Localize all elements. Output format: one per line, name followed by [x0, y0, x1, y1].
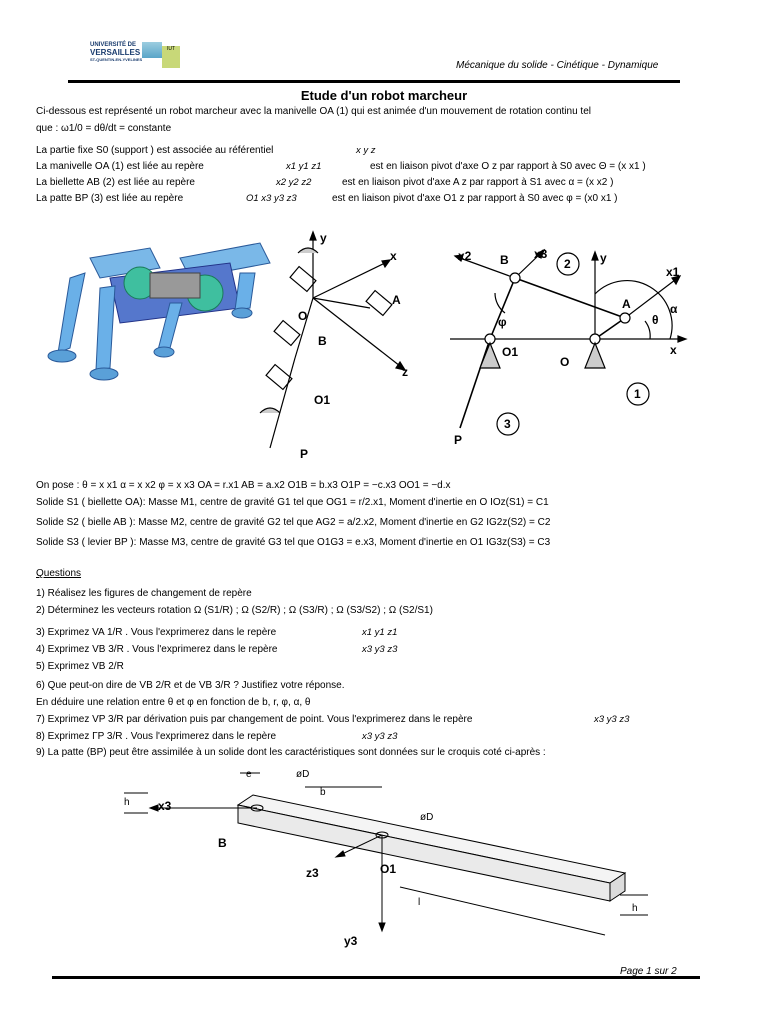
- part-line: La manivelle OA (1) est liée au repère: [36, 161, 204, 172]
- kinematic-schematic: [260, 232, 405, 448]
- part-relation: est en liaison pivot d'axe A z par rapport à S1 avec α = (x x2 ): [342, 177, 614, 188]
- fig-label: x3: [534, 247, 548, 261]
- planar-diagram: [450, 250, 686, 435]
- logo-sky-icon: [142, 42, 162, 58]
- fig-label: φ: [498, 315, 507, 329]
- part-line: La patte BP (3) est liée au repère: [36, 193, 184, 204]
- fig-label: B: [500, 253, 509, 267]
- part-relation: est en liaison pivot d'axe O z par rapport à S0 avec Θ = (x x1 ): [370, 161, 646, 172]
- fig-label: B: [318, 334, 327, 348]
- solid-line: Solide S2 ( bielle AB ): Masse M2, centre de gravité G2 tel que AG2 = a/2.x2, Moment d'inertie en G2 IG2z(S2) = C2: [36, 517, 551, 528]
- logo-iut-text: IUT: [166, 46, 176, 52]
- question-basis: x3 y3 z3: [362, 731, 398, 742]
- page-number: Page 1 sur 2: [620, 966, 677, 977]
- fig-label: O: [298, 309, 308, 323]
- top-rule: [68, 80, 680, 83]
- leg-bar-drawing: [100, 765, 660, 955]
- bar-label: z3: [306, 866, 319, 880]
- solid-line: Solide S3 ( levier BP ): Masse M3, centre de gravité G3 tel que O1G3 = e.x3, Moment d'inertie en O1 IG3z(S3) = C3: [36, 537, 551, 548]
- question-item: En déduire une relation entre θ et φ en fonction de b, r, φ, α, θ: [36, 697, 311, 708]
- bottom-rule: [52, 976, 700, 979]
- fig-label: P: [300, 447, 309, 461]
- intro-line: que : ω1/0 = dθ/dt = constante: [36, 123, 172, 134]
- bar-label: øD: [420, 812, 434, 823]
- fig-label: α: [670, 302, 678, 316]
- part-text: La partie fixe S0 (support ) est associée au référentiel: [36, 145, 274, 156]
- fig-label: A: [622, 297, 631, 311]
- part-line: [36, 145, 273, 156]
- fig-label: y: [320, 231, 327, 245]
- bar-label: l: [418, 897, 421, 908]
- fig-label: O1: [314, 393, 331, 407]
- fig-label: θ: [652, 313, 659, 327]
- logo-text: UNIVERSITÉ DE: [90, 42, 137, 48]
- question-basis: x3 y3 z3: [594, 714, 630, 725]
- fig-label: 1: [634, 387, 641, 401]
- intro-line: Ci-dessous est représenté un robot marcheur avec la manivelle OA (1) qui est animée d'un mouvement de rotation continu tel: [36, 106, 591, 117]
- bar-label: øD: [296, 769, 310, 780]
- fig-label: z: [402, 365, 408, 379]
- question-item: 8) Exprimez ΓP 3/R . Vous l'exprimerez dans le repère: [36, 731, 277, 742]
- questions-title: Questions: [36, 568, 82, 579]
- question-item: 6) Que peut-on dire de VB 2/R et de VB 3/R ? Justifiez votre réponse.: [36, 680, 345, 691]
- fig-label: x: [670, 343, 677, 357]
- fig-label: x: [390, 249, 397, 263]
- robot-figures: [30, 218, 730, 468]
- part-vectors: O1 x3 y3 z3: [246, 193, 297, 204]
- university-logo: [90, 42, 180, 74]
- on-pose-line: On pose : θ = x x1 α = x x2 φ = x x3 OA = r.x1 AB = a.x2 O1B = b.x3 O1P = −c.x3 OO1 = −d.x: [36, 480, 451, 491]
- fig-label: y: [600, 251, 607, 265]
- fig-label: 3: [504, 417, 511, 431]
- question-item: 7) Exprimez VP 3/R par dérivation puis par changement de point. Vous l'exprimerez dans le repère: [36, 714, 473, 725]
- bar-label: b: [320, 787, 326, 798]
- question-item: 1) Réalisez les figures de changement de repère: [36, 588, 252, 599]
- part-line: La biellette AB (2) est liée au repère: [36, 177, 195, 188]
- question-basis: x1 y1 z1: [362, 627, 398, 638]
- page-title: Etude d'un robot marcheur: [300, 88, 468, 103]
- fig-label: P: [454, 433, 463, 447]
- question-item: 5) Exprimez VB 2/R: [36, 661, 124, 672]
- question-item: 3) Exprimez VA 1/R . Vous l'exprimerez dans le repère: [36, 627, 277, 638]
- part-vectors: x y z: [356, 145, 376, 156]
- question-item: 4) Exprimez VB 3/R . Vous l'exprimerez dans le repère: [36, 644, 278, 655]
- part-relation: est en liaison pivot d'axe O1 z par rapport à S0 avec φ = (x0 x1 ): [332, 193, 618, 204]
- part-vectors: x1 y1 z1: [286, 161, 322, 172]
- fig-label: x1: [666, 265, 680, 279]
- bar-label: h: [632, 903, 638, 914]
- bar-label: O1: [380, 862, 397, 876]
- question-item: 9) La patte (BP) peut être assimilée à un solide dont les caractéristiques sont données sur le croquis coté ci-après :: [36, 747, 546, 758]
- fig-label: x2: [458, 249, 472, 263]
- robot-3d-illustration: [48, 243, 270, 380]
- bar-label: y3: [344, 934, 358, 948]
- question-basis: x3 y3 z3: [362, 644, 398, 655]
- course-header: Mécanique du solide - Cinétique - Dynamique: [456, 60, 659, 71]
- logo-text: ST-QUENTIN-EN-YVELINES: [90, 57, 143, 62]
- fig-label: O: [560, 355, 570, 369]
- solid-line: Solide S1 ( biellette OA): Masse M1, centre de gravité G1 tel que OG1 = r/2.x1, Moment d'inertie en O IOz(S1) = C1: [36, 497, 549, 508]
- bar-label: B: [218, 836, 227, 850]
- question-item: 2) Déterminez les vecteurs rotation Ω (S1/R) ; Ω (S2/R) ; Ω (S3/R) ; Ω (S3/S2) ; Ω (S2/S1): [36, 605, 433, 616]
- part-vectors: x2 y2 z2: [276, 177, 312, 188]
- bar-label: x3: [158, 799, 172, 813]
- bar-label: e: [246, 769, 252, 780]
- fig-label: A: [392, 293, 401, 307]
- fig-label: O1: [502, 345, 519, 359]
- logo-text: VERSAILLES: [90, 48, 141, 57]
- fig-label: 2: [564, 257, 571, 271]
- bar-label: h: [124, 797, 130, 808]
- logo-iut-icon: [162, 46, 180, 68]
